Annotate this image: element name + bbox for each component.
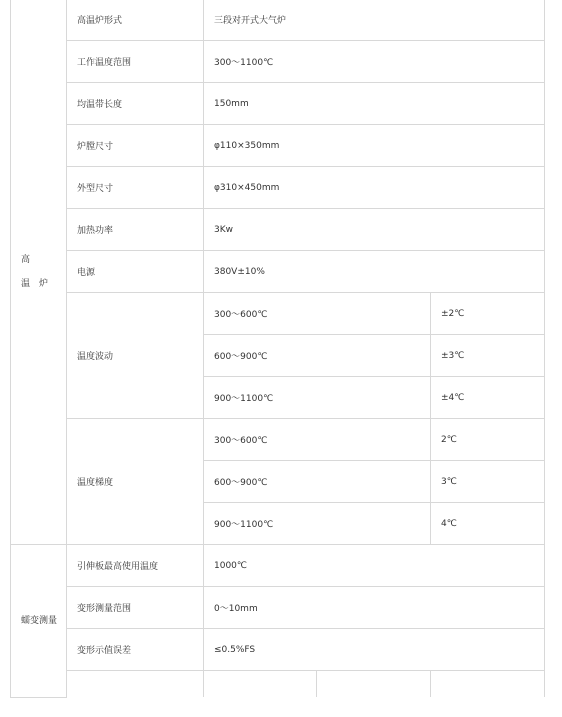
empty-cell	[431, 671, 545, 698]
gradient-range: 600～900℃	[204, 461, 431, 503]
creep-group-cell	[11, 545, 67, 698]
row-value: φ110×350mm	[204, 125, 545, 167]
row-value: ≤0.5%FS	[204, 629, 545, 671]
fluctuation-value: ±3℃	[431, 335, 545, 377]
furnace-group-line1: 高	[21, 254, 31, 265]
row-value: φ310×450mm	[204, 167, 545, 209]
row-label: 炉膛尺寸	[67, 125, 204, 167]
fluctuation-value: ±4℃	[431, 377, 545, 419]
furnace-group-cell	[11, 0, 67, 545]
gradient-range: 300～600℃	[204, 419, 431, 461]
row-value: 三段对开式大气炉	[204, 0, 545, 41]
fluctuation-range: 300～600℃	[204, 293, 431, 335]
row-label: 电源	[67, 251, 204, 293]
row-value: 380V±10%	[204, 251, 545, 293]
row-value: 1000℃	[204, 545, 545, 587]
gradient-label: 温度梯度	[67, 419, 204, 545]
empty-cell	[204, 671, 317, 698]
spec-table	[10, 0, 545, 698]
fluctuation-label: 温度波动	[67, 293, 204, 419]
row-label: 工作温度范围	[67, 41, 204, 83]
gradient-value: 3℃	[431, 461, 545, 503]
row-label: 引伸板最高使用温度	[67, 545, 204, 587]
row-label: 高温炉形式	[67, 0, 204, 41]
fluctuation-value: ±2℃	[431, 293, 545, 335]
empty-cell	[67, 671, 204, 698]
row-value: 150mm	[204, 83, 545, 125]
row-label: 均温带长度	[67, 83, 204, 125]
gradient-range: 900～1100℃	[204, 503, 431, 545]
fluctuation-range: 900～1100℃	[204, 377, 431, 419]
row-label: 变形测量范围	[67, 587, 204, 629]
furnace-group-line2: 温 炉	[21, 278, 49, 289]
creep-group-label: 蠕变测量	[21, 615, 58, 626]
gradient-value: 4℃	[431, 503, 545, 545]
row-label: 变形示值误差	[67, 629, 204, 671]
row-value: 3Kw	[204, 209, 545, 251]
gradient-value: 2℃	[431, 419, 545, 461]
row-label: 加热功率	[67, 209, 204, 251]
fluctuation-range: 600～900℃	[204, 335, 431, 377]
row-value: 0～10mm	[204, 587, 545, 629]
empty-cell	[317, 671, 431, 698]
row-label: 外型尺寸	[67, 167, 204, 209]
row-value: 300～1100℃	[204, 41, 545, 83]
